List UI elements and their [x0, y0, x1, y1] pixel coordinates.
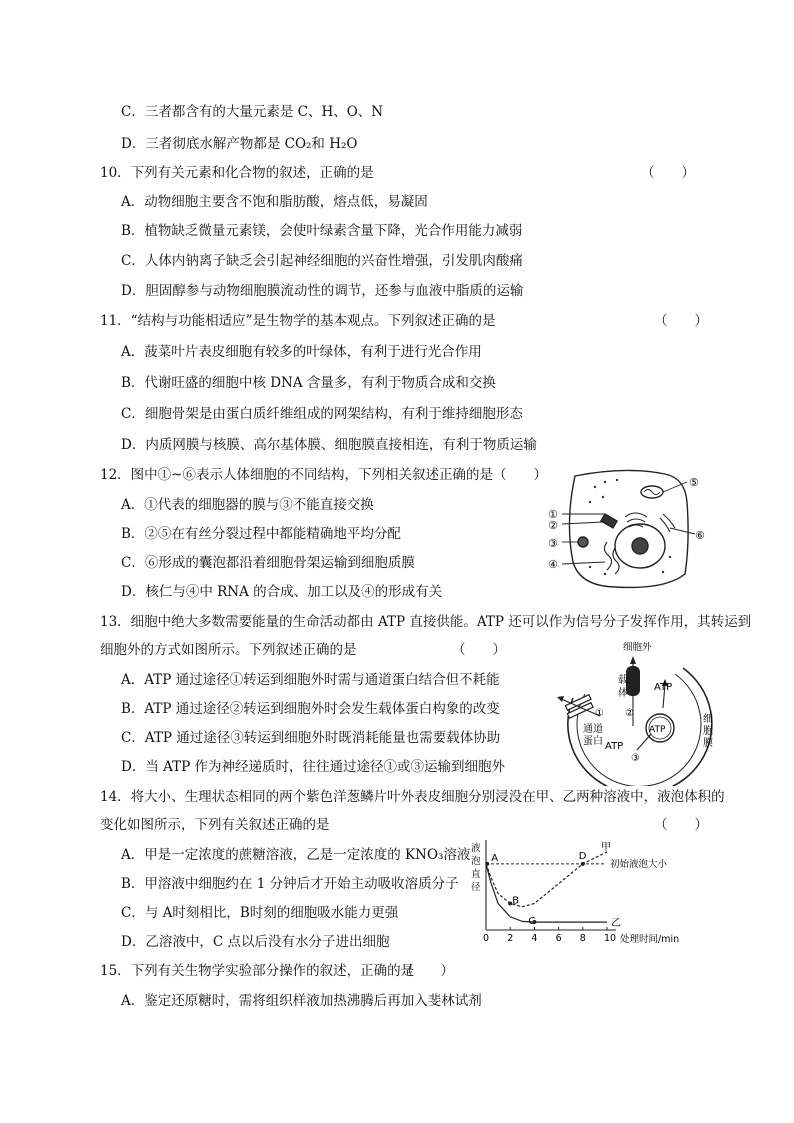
- q14-option-a: A．甲是一定浓度的蔗糖溶液，乙是一定浓度的 KNO₃溶液: [121, 847, 471, 863]
- fig13-channel-label-1: 通道: [583, 724, 603, 735]
- point-label-B: B: [512, 895, 520, 907]
- fig12-label-5: ⑤: [689, 476, 699, 489]
- fig12-label-4: ④: [548, 558, 558, 571]
- q14-answer-bracket: （ ）: [654, 817, 708, 833]
- x-tick-label-0: 0: [483, 933, 490, 944]
- series-line-0: [486, 852, 607, 907]
- q11-option-b: B．代谢旺盛的细胞中核 DNA 含量多，有利于物质合成和交换: [121, 375, 496, 391]
- x-axis-label: 处理时间/min: [620, 934, 680, 945]
- fig13-path2: ②: [625, 708, 634, 719]
- centriole: [601, 514, 617, 528]
- q13-stem-line2: 细胞外的方式如图所示。下列叙述正确的是: [100, 642, 357, 658]
- q15-answer-bracket: （ ）: [400, 963, 454, 979]
- q13-option-b: B．ATP 通过途径②转运到细胞外时会发生载体蛋白构象的改变: [121, 701, 500, 717]
- q11-option-a: A．菠菜叶片表皮细胞有较多的叶绿体，有利于进行光合作用: [121, 344, 482, 360]
- series-name-1: 乙: [611, 918, 621, 930]
- q14-option-d: D．乙溶液中，C 点以后没有水分子进出细胞: [121, 934, 390, 950]
- fig12-label-3: ③: [548, 537, 558, 550]
- q14-option-b: B．甲溶液中细胞约在 1 分钟后才开始主动吸收溶质分子: [121, 876, 459, 892]
- fig13-outside-label: 细胞外: [623, 642, 652, 653]
- q14-stem-line2: 变化如图所示，下列有关叙述正确的是: [100, 817, 330, 833]
- q13-option-a: A．ATP 通过途径①转运到细胞外时需与通道蛋白结合但不耗能: [121, 672, 500, 688]
- q13-option-c: C．ATP 通过途径③转运到细胞外时既消耗能量也需要载体协助: [121, 730, 501, 746]
- q13-option-d: D．当 ATP 作为神经递质时，往往通过途径①或③运输到细胞外: [121, 759, 506, 775]
- series-line-1: [486, 864, 607, 922]
- x-tick-label-4: 8: [579, 933, 586, 944]
- fig12-label-2: ②: [548, 519, 558, 532]
- nucleolus: [632, 538, 648, 554]
- fig13-carrier-label-1: 载: [618, 675, 628, 686]
- q15-option-a: A．鉴定还原糖时，需将组织样液加热沸腾后再加入斐林试剂: [121, 993, 482, 1009]
- cell-membrane: [569, 470, 688, 587]
- q14-option-c: C．与 A时刻相比，B时刻的细胞吸水能力更强: [121, 905, 399, 921]
- fig13-membrane-label-2: 胞: [703, 726, 713, 737]
- fig13-carrier-label-2: 体: [618, 688, 628, 699]
- q10-answer-bracket: （ ）: [641, 165, 695, 181]
- x-tick-label-3: 6: [555, 933, 562, 944]
- ylabel-char-3: 直: [471, 869, 481, 880]
- q13-answer-bracket: （ ）: [452, 642, 506, 658]
- fig13-membrane-label-1: 细: [703, 714, 713, 725]
- point-label-A: A: [491, 852, 499, 864]
- cell-structure-figure: [545, 462, 715, 597]
- fig12-label-6: ⑥: [695, 529, 705, 542]
- q14-stem-line1: 14．将大小、生理状态相同的两个紫色洋葱鳞片叶外表皮细胞分别浸没在甲、乙两种溶液中，液泡体积的: [100, 789, 725, 805]
- q9-option-d: D．三者彻底水解产物都是 CO₂和 H₂O: [121, 136, 358, 152]
- q9-option-c: C．三者都含有的大量元素是 C、H、O、N: [121, 104, 384, 120]
- q10-stem: 10．下列有关元素和化合物的叙述，正确的是: [100, 165, 374, 181]
- q10-option-b: B．植物缺乏微量元素镁，会使叶绿素含量下降，光合作用能力减弱: [121, 223, 523, 239]
- q13-stem-line1: 13．细胞中绝大多数需要能量的生命活动都由 ATP 直接供能。ATP 还可以作为信号分子发挥作用，其转运到: [100, 614, 752, 630]
- q12-option-c: C．⑥形成的囊泡都沿着细胞骨架运输到细胞质膜: [121, 555, 415, 571]
- lysosome: [578, 537, 588, 547]
- vacuole-chart: [470, 836, 720, 948]
- q11-option-d: D．内质网膜与核膜、高尔基体膜、细胞膜直接相连，有利于物质运输: [121, 437, 537, 453]
- er: [604, 542, 619, 574]
- series-name-0: 甲: [601, 841, 611, 853]
- x-tick-label-5: 10: [604, 933, 617, 944]
- fig13-path3: ③: [631, 753, 640, 764]
- point-label-C: C: [528, 916, 536, 928]
- reference-line-label: 初始液泡大小: [610, 858, 668, 870]
- q11-stem: 11．“结构与功能相适应”是生物学的基本观点。下列叙述正确的是: [100, 313, 496, 329]
- q10-option-c: C．人体内钠离子缺乏会引起神经细胞的兴奋性增强，引发肌肉酸痛: [121, 253, 523, 269]
- fig13-path1: ①: [595, 708, 604, 719]
- ylabel-char-2: 泡: [471, 856, 481, 867]
- q15-stem: 15．下列有关生物学实验部分操作的叙述，正确的是: [100, 963, 415, 979]
- point-label-D: D: [578, 850, 587, 862]
- fig13-channel-label-2: 蛋白: [583, 736, 603, 747]
- ylabel-char-4: 径: [471, 882, 481, 893]
- fig12-label-1: ①: [548, 508, 558, 521]
- q11-option-c: C．细胞骨架是由蛋白质纤维组成的网架结构，有利于维持细胞形态: [121, 406, 523, 422]
- fig13-membrane-label-3: 膜: [703, 738, 713, 749]
- q11-answer-bracket: （ ）: [654, 313, 708, 329]
- fig13-atp-released: ATP: [654, 682, 673, 693]
- q12-option-d: D．核仁与④中 RNA 的合成、加工以及④的形成有关: [121, 584, 443, 600]
- q12-stem: 12．图中①~⑥表示人体细胞的不同结构，下列相关叙述正确的是（ ）: [100, 467, 547, 483]
- point-marker-A: [485, 862, 489, 866]
- atp-transport-figure: [553, 638, 731, 786]
- q12-option-a: A．①代表的细胞器的膜与③不能直接交换: [121, 497, 374, 513]
- point-marker-D: [581, 862, 585, 866]
- q10-option-d: D．胆固醇参与动物细胞膜流动性的调节，还参与血液中脂质的运输: [121, 283, 524, 299]
- q10-option-a: A．动物细胞主要含不饱和脂肪酸，熔点低，易凝固: [121, 194, 428, 210]
- ylabel-char-1: 液: [471, 843, 481, 854]
- x-tick-label-1: 2: [507, 933, 514, 944]
- x-tick-label-2: 4: [531, 933, 538, 944]
- q12-option-b: B．②⑤在有丝分裂过程中都能精确地平均分配: [121, 526, 401, 542]
- fig13-atp-inside: ATP: [605, 741, 624, 752]
- fig13-atp-vesicle: ATP: [649, 725, 666, 735]
